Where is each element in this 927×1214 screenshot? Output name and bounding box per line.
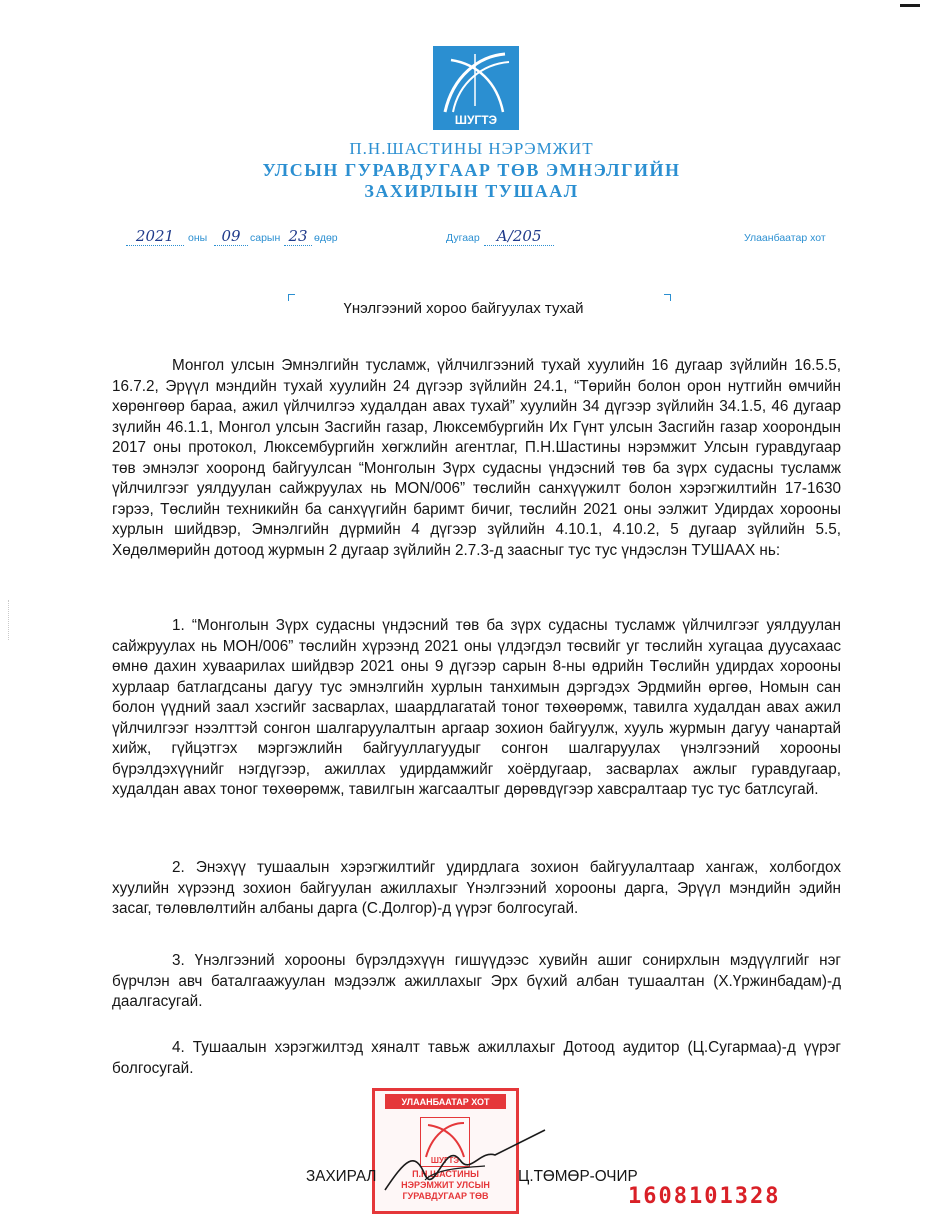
date-month-handwritten: 09 xyxy=(214,227,248,246)
order-subject: Үнэлгээний хороо байгуулах тухай xyxy=(343,300,584,317)
date-line xyxy=(0,227,927,251)
hospital-logo xyxy=(433,46,519,130)
signatory-role: ЗАХИРАЛ xyxy=(306,1168,377,1185)
registration-number: 1608101328 xyxy=(628,1184,781,1209)
stamp-line-2: НЭРЭМЖИТ УЛСЫН xyxy=(401,1180,490,1190)
document-type-title: ЗАХИРЛЫН ТУШААЛ xyxy=(364,181,579,201)
scan-edge-dots xyxy=(8,600,15,640)
preamble-paragraph: Монгол улсын Эмнэлгийн тусламж, үйлчилгээний тухай хуулийн 16 дугаар зүйлийн 16.5.5, 16.7.2, Эрүүл мэндийн тухай хуулийн 24 дүгээр зүйлийн 24.1, “Төрийн болон орон нутгийн өмчийн хөрөнгөөр бараа, ажил үйлчилгээ худалдан авах тухай” хуулийн 34 дүгээр зүйлийн 34.1.5, 46 дугаар зүлийн 46.1.1, Монгол улсын Засгийн газар, Люксембургийн Их Гүнт улсын Засгийн газар хоорондын 2017 оны протокол, Люксембургийн хөгжлийн агентлаг, П.Н.Шастины нэрэмжит Улсын гуравдугаар төв эмнэлэг хооронд байгуулсан “Монголын Зүрх судасны үндэсний төв ба зүрх судасны тусламж үйлчилгээг уялдуулан сайжруулах нь MON/006” төслийн санхүүжилт болон хэрэгжилтийн 17-1630 гэрээ, Төслийн техникийн ба санхүүгийн баримт бичиг, төслийн 2021 оны ээлжит Удирдах хорооны хурлын шийдвэр, Эмнэлгийн дүрмийн 4 дүгээр зүйлийн 4.10.1, 4.10.2, 5 дугаар зүйлийн 5.5, Хөдөлмөрийн дотоод журмын 2 дугаар зүйлийн 2.7.3-д заасныг тус тус үндэслэн ТУШААХ нь: xyxy=(112,357,841,559)
order-clause-4: 4. Тушаалын хэрэгжилтэд хяналт тавьж ажиллахыг Дотоод аудитор (Ц.Сугармаа)-д үүрэг болгосугай. xyxy=(112,1039,841,1077)
handwritten-signature xyxy=(365,1120,565,1200)
order-clause-2: 2. Энэхүү тушаалын хэрэгжилтийг удирдлага зохион байгуулалтаар хангаж, холбогдох хуулийн хүрээнд зохион байгуулан ажиллахыг Үнэлгээний хорооны дарга, Эрүүл мэндийн эдийн засаг, төлөвлөлтийн албаны дарга (С.Долгор)-д үүрэг болгосугай. xyxy=(112,859,841,917)
order-clause-1: 1. “Монголын Зүрх судасны үндэсний төв ба зүрх судасны тусламж үйлчилгээг уялдуулан сайжруулах нь МОН/006” төслийн хүрээнд 2021 оны үлдэгдэл төсвийг уг төслийн хугацаа дуусахаас өмнө дахин хуваарилах шийдвэр 2021 оны 9 дүгээр сарын 8-ны өдрийн Төслийн удирдах хорооны хурлаар батлагдсаны дагуу тус эмнэлгийн хурлын танхимын дэргэдэх Эрдмийн өргөө, Номын сан болон үүдний заал хэсгийг засварлах, шаардлагатай тоног төхөөрөмж, тавилга худалдан авах ажил үйлчилгээг нээлттэй сонгон шалгаруулалтын аргаар зохион байгуулж, хууль журмын дагуу чанартай хийж, гүйцэтгэх мэргэжлийн байгууллагуудыг сонгон шалгаруулах үнэлгээний хорооны бүрэлдэхүүнийг нэгдүгээр, ажиллах удирдамжийг хоёрдугаар, засварлах ажлыг гуравдугаар, худалдан авах тоног төхөөрөмж, тавилгын жагсаалтыг дөрөвдүгээр хавсралтаар тус тус батлсугай. xyxy=(112,617,841,798)
header-line-2: УЛСЫН ГУРАВДУГААР ТӨВ ЭМНЭЛГИЙН xyxy=(262,160,681,180)
stamp-line-3: ГУРАВДУГААР ТӨВ xyxy=(402,1191,489,1201)
order-number-label: Дугаар xyxy=(446,232,480,244)
logo-text: ШУГТЭ xyxy=(454,113,498,127)
date-day-handwritten: 23 xyxy=(284,227,312,246)
order-number-handwritten: А/205 xyxy=(484,227,554,246)
date-year-handwritten: 2021 xyxy=(126,227,184,246)
stamp-line-1: П.Н.ШАСТИНЫ xyxy=(412,1169,479,1179)
stamp-logo-text: ШУГТЭ xyxy=(430,1156,460,1165)
stamp-city: УЛААНБААТАР ХОТ xyxy=(401,1097,490,1107)
date-month-label: сарын xyxy=(250,232,281,244)
header-line-1: П.Н.ШАСТИНЫ НЭРЭМЖИТ xyxy=(349,139,594,158)
date-year-label: оны xyxy=(188,232,208,244)
scan-edge-mark xyxy=(900,4,920,7)
date-day-label: өдөр xyxy=(314,232,338,244)
city-label: Улаанбаатар хот xyxy=(744,232,826,244)
signatory-name: Ц.ТӨМӨР-ОЧИР xyxy=(518,1168,638,1185)
order-clause-3: 3. Үнэлгээний хорооны бүрэлдэхүүн гишүүдээс хувийн ашиг сонирхлын мэдүүлгийг нэг бүрчлэн авч баталгаажуулан мэдээлж ажиллахыг Эрх бүхий албан тушаалтан (Х.Үржинбадам)-д даалгасугай. xyxy=(112,952,841,1010)
